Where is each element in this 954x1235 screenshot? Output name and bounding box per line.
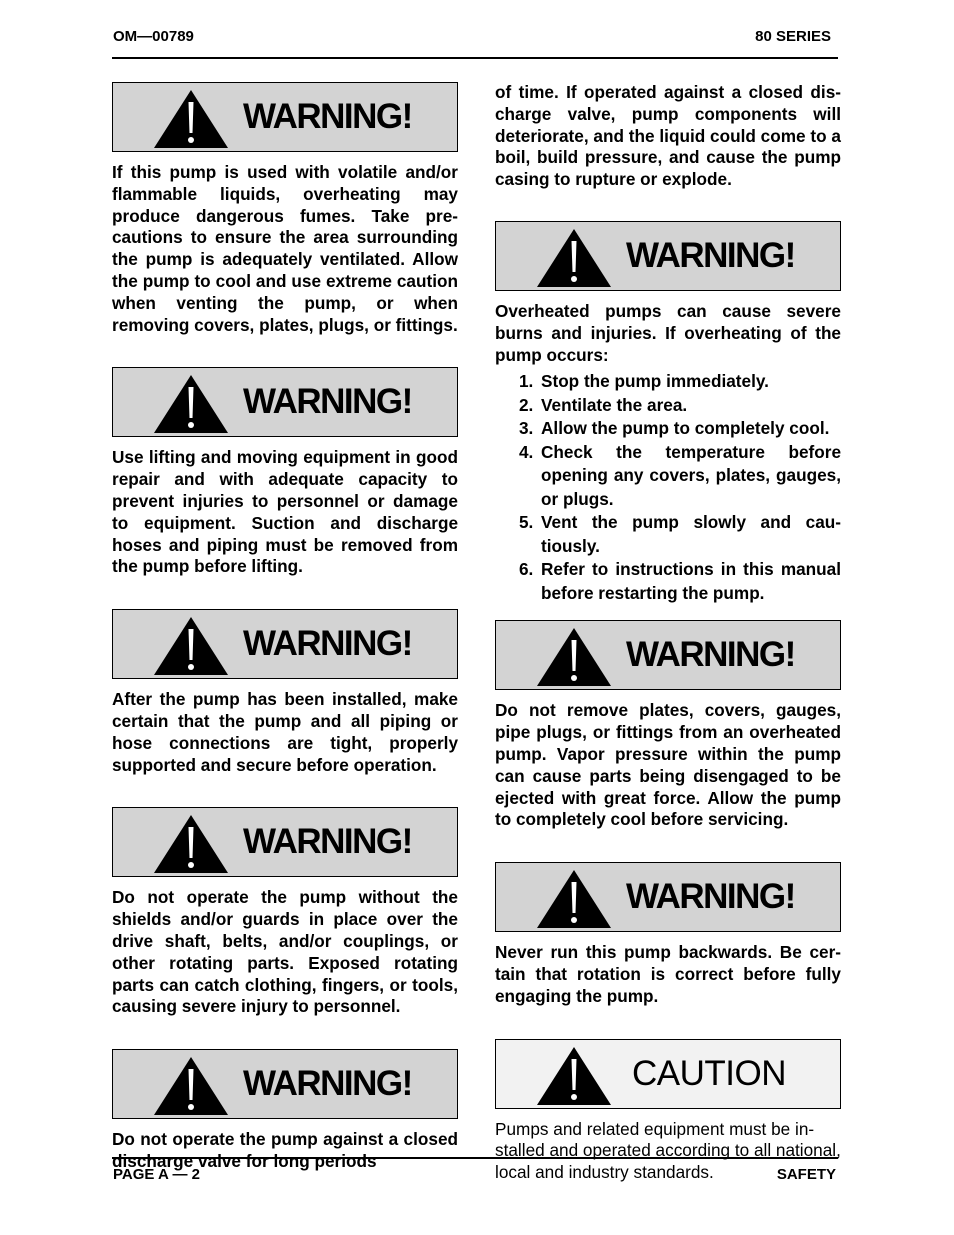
right-column: [495, 82, 841, 1184]
warning-triangle-icon: [153, 616, 229, 676]
left-column: [112, 82, 458, 1173]
warning-text: Do not operate the pump against a closed discharge valve for long periods: [112, 1129, 458, 1171]
header-rule: [112, 57, 838, 59]
signal-word: WARNING!: [626, 877, 795, 917]
signal-word: WARNING!: [243, 822, 412, 862]
footer-rule: [112, 1157, 838, 1159]
signal-word: WARNING!: [243, 382, 412, 422]
warning-triangle-icon: [153, 374, 229, 434]
warning-box: [495, 620, 841, 690]
signal-word: CAUTION: [632, 1053, 786, 1093]
list-item: 3. Allow the pump to completely cool.: [519, 418, 830, 439]
signal-word: WARNING!: [243, 1064, 412, 1104]
warning-triangle-icon: [536, 869, 612, 929]
caution-box: [495, 1039, 841, 1109]
warning-text: Overheated pumps can cause severe burns and injuries. If overheating of the pump occurs:: [495, 300, 841, 365]
warning-box: [112, 82, 458, 152]
list-item: 6. Refer to instructions in this manual before restarting the pump.: [519, 559, 841, 603]
warning-text: Use lifting and moving equipment in good repair and with adequate capacity to prevent injuries to personnel or damage to equipment. Suction and discharge hoses and piping must be removed from the pump before lifting.: [112, 447, 458, 577]
signal-word: WARNING!: [243, 624, 412, 664]
warning-triangle-icon: [153, 1056, 229, 1116]
section-label: SAFETY: [776, 1166, 836, 1183]
warning-text: Never run this pump backwards. Be certain that rotation is correct before fully engaging the pump.: [495, 942, 841, 1006]
warning-text: Do not operate the pump without the shields and/or guards in place over the drive shaft, belts, and/or couplings, or other rotating parts. Exposed rotating parts can catch clothing, fingers, or tools, causing severe injury to personnel.: [112, 887, 458, 1017]
warning-triangle-icon: [153, 89, 229, 149]
series-label: 80 SERIES: [755, 28, 831, 45]
warning-triangle-icon: [536, 627, 612, 687]
warning-triangle-icon: [153, 814, 229, 874]
doc-number: OM—00789: [113, 28, 194, 45]
warning-box: [112, 367, 458, 437]
list-item: 1. Stop the pump immediately.: [519, 371, 769, 392]
warning-triangle-icon: [536, 1046, 612, 1106]
warning-text: If this pump is used with volatile and/or flammable liquids, overheating may produce dangerous fumes. Take precautions to ensure the area surrounding the pump is adequately ventilated. Allow the pump to cool and use extreme caution when venting the pump, or when removing covers, plates, plugs, or fittings.: [112, 162, 458, 335]
page-number: PAGE A — 2: [113, 1166, 200, 1183]
list-item: 4. Check the temperature before opening any covers, plates, gauges, or plugs.: [519, 441, 841, 509]
list-item: 5. Vent the pump slowly and cautiously.: [519, 512, 841, 556]
warning-box: [495, 221, 841, 291]
steps-list: [495, 370, 841, 605]
warning-box: [112, 609, 458, 679]
signal-word: WARNING!: [626, 235, 795, 275]
warning-box: [112, 1049, 458, 1119]
continued-text: of time. If operated against a closed discharge valve, pump components will deteriorate, and the liquid could come to a boil, build pressure, and cause the pump casing to rupture or explode.: [495, 82, 841, 190]
warning-triangle-icon: [536, 228, 612, 288]
list-item: 2. Ventilate the area.: [519, 394, 688, 415]
signal-word: WARNING!: [243, 97, 412, 136]
warning-box: [495, 862, 841, 932]
warning-text: Do not remove plates, covers, gauges, pipe plugs, or fittings from an overheated pump. Vapor pressure within the pump can cause parts being disengaged to be ejected with great force. Allow the pump to completely cool before servicing.: [495, 700, 841, 830]
caution-text: Pumps and related equipment must be installed and operated according to all national, local and industry standards.: [495, 1118, 841, 1183]
warning-text: After the pump has been installed, make certain that the pump and all piping or hose connections are tight, properly supported and secure before operation.: [112, 689, 458, 775]
signal-word: WARNING!: [626, 635, 795, 675]
warning-box: [112, 807, 458, 877]
